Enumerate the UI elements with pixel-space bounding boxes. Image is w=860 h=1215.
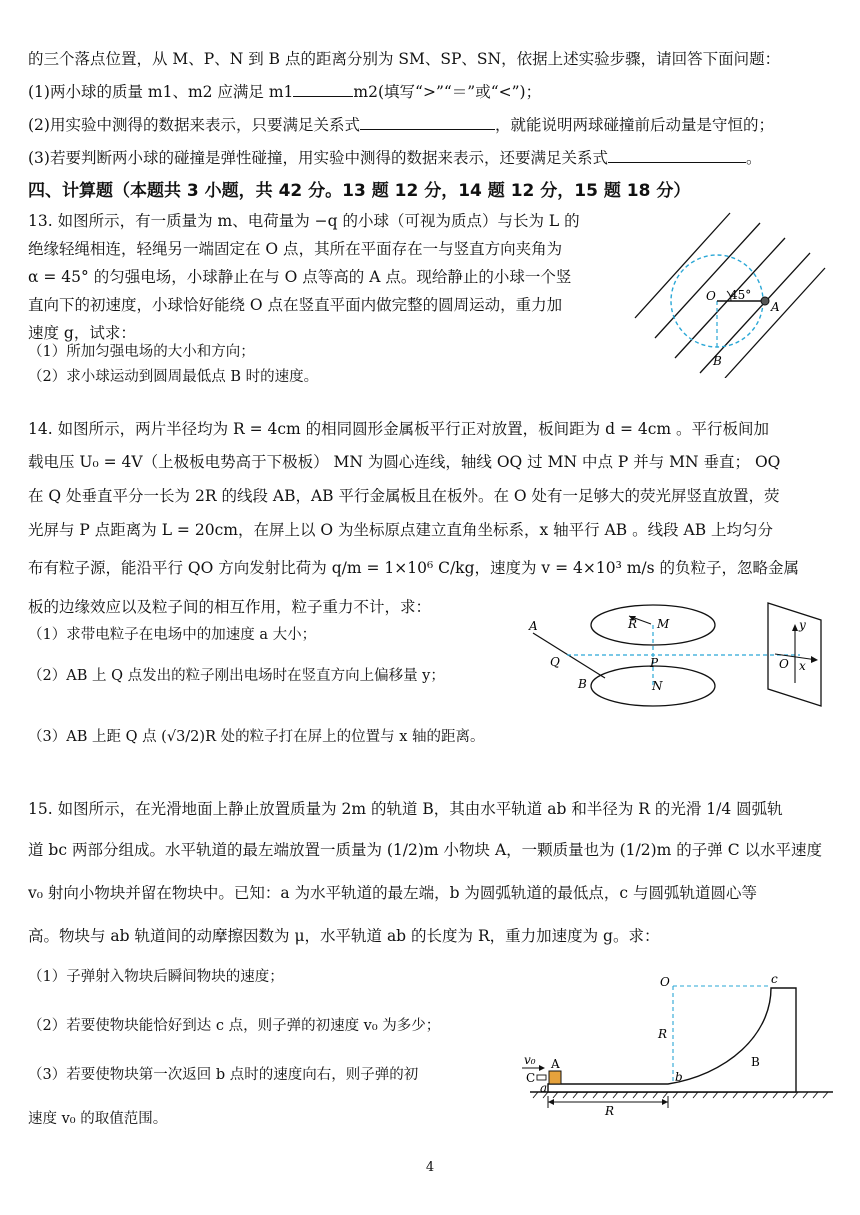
p15-subquestion: （3）若要使物块第一次返回 b 点时的速度向右，则子弹的初 [28,1067,419,1083]
label-m: M [657,617,670,631]
p13-line: α = 45° 的匀强电场，小球静止在与 O 点等高的 A 点。现给静止的小球一个竖 [28,268,572,286]
p15-figure [508,972,838,1118]
label-a: A [771,300,780,314]
p15-line: 高。物块与 ab 轨道间的动摩擦因数为 μ，水平轨道 ab 的长度为 R，重力加速度为 g。求： [28,927,660,945]
label-y: y [799,618,806,632]
label-x: x [799,659,806,673]
label-o: O [779,657,789,671]
p13-subquestion: （2）求小球运动到圆周最低点 B 时的速度。 [28,369,319,385]
p15-line: v₀ 射向小物块并留在物块中。已知：a 为水平轨道的最左端，b 为圆弧轨道的最低点，c 与圆弧轨道圆心等 [28,884,758,902]
p13-line: 绝缘轻绳相连，轻绳另一端固定在 O 点，其所在平面存在一与竖直方向夹角为 [28,240,563,258]
label-b-point: b [675,1070,683,1084]
question-3: (3)若要判断两小球的碰撞是弹性碰撞，用实验中测得的数据来表示，还要满足关系式 。 [28,149,762,167]
arrow-head [539,1065,545,1071]
label-o: O [660,975,670,989]
answer-blank[interactable] [293,81,353,97]
p14-subquestion: （3）AB 上距 Q 点 (√3/2)R 处的粒子打在屏上的位置与 x 轴的距离。 [28,729,485,745]
track-b [548,988,796,1092]
p14-subquestion: （1）求带电粒子在电场中的加速度 a 大小； [28,627,317,643]
label-r-vertical: R [658,1027,668,1041]
label-o: O [706,289,716,303]
p13-subquestion: （1）所加匀强电场的大小和方向； [28,344,255,360]
label-q: Q [550,655,560,669]
arrow-head [548,1099,554,1105]
label-n: N [652,679,663,693]
p14-line: 光屏与 P 点距离为 L = 20cm，在屏上以 O 为坐标原点建立直角坐标系，x 轴平行 AB 。线段 AB 上均匀分 [28,521,774,539]
p13-line: 速度 g，试求： [28,324,136,342]
answer-blank[interactable] [608,147,746,163]
text-line: 的三个落点位置，从 M、P、N 到 B 点的距离分别为 SM、SP、SN，依据上述实验步骤，请回答下面问题： [28,50,781,68]
p15-line: 道 bc 两部分组成。水平轨道的最左端放置一质量为 (1/2)m 小物块 A，一颗质量也为 (1/2)m 的子弹 C 以水平速度 [28,841,822,859]
label-v0: v₀ [524,1053,536,1067]
label-r: R [628,617,638,631]
answer-blank[interactable] [360,114,495,130]
label-a: A [529,619,538,633]
question-1: (1)两小球的质量 m1、m2 应满足 m1 m2(填写“>”“＝”或“<”)； [28,83,542,101]
p15-subquestion: （1）子弹射入物块后瞬间物块的速度； [28,969,284,985]
field-line [655,223,760,338]
arrow-head [811,656,818,663]
p14-line: 布有粒子源，能沿平行 QO 方向发射比荷为 q/m = 1×10⁶ C/kg，速度为 v = 4×10³ m/s 的负粒子，忽略金属 [28,559,800,577]
p14-line: 板的边缘效应以及粒子间的相互作用，粒子重力不计，求： [28,598,432,616]
p14-line: 14. 如图所示，两片半径均为 R = 4cm 的相同圆形金属板平行正对放置，板间距为 d = 4cm 。平行板间加 [28,420,770,438]
p14-figure [525,598,840,710]
label-b: B [578,677,587,691]
section-heading: 四、计算题（本题共 3 小题，共 42 分。13 题 12 分，14 题 12 分，15 题 18 分） [28,181,691,201]
label-c: c [771,972,778,986]
question-2: (2)用实验中测得的数据来表示，只要满足关系式 ，就能说明两球碰撞前后动量是守恒的； [28,116,774,134]
ground-hatch [533,1092,828,1098]
p15-subquestion: 速度 v₀ 的取值范围。 [28,1111,168,1127]
page-number: 4 [425,1160,435,1175]
p15-line: 15. 如图所示，在光滑地面上静止放置质量为 2m 的轨道 B，其由水平轨道 ab 和半径为 R 的光滑 1/4 圆弧轨 [28,800,783,818]
p13-line: 直向下的初速度，小球恰好能绕 O 点在竖直平面内做完整的圆周运动，重力加 [28,296,563,314]
field-line [725,268,825,378]
p13-line: 13. 如图所示，有一质量为 m、电荷量为 −q 的小球（可视为质点）与长为 L 的 [28,212,580,230]
arrow-head [662,1099,668,1105]
label-a-point: a [540,1081,548,1095]
label-track-b: B [751,1055,760,1069]
label-r-horizontal: R [605,1104,615,1118]
ball [761,297,769,305]
p14-line: 载电压 U₀ = 4V（上极板电势高于下极板） MN 为圆心连线，轴线 OQ 过 MN 中点 P 并与 MN 垂直； OQ [28,453,781,471]
label-b: B [713,354,722,368]
label-angle: 45° [730,288,752,302]
p13-figure [620,208,830,378]
label-p: P [650,656,659,670]
p14-subquestion: （2）AB 上 Q 点发出的粒子刚出电场时在竖直方向上偏移量 y； [28,668,445,684]
block-a [549,1071,561,1084]
p15-subquestion: （2）若要使物块能恰好到达 c 点，则子弹的初速度 v₀ 为多少； [28,1018,441,1034]
label-bullet-c: C [526,1071,536,1085]
bullet-c [537,1075,546,1080]
p14-line: 在 Q 处垂直平分一长为 2R 的线段 AB，AB 平行金属板且在板外。在 O 处有一足够大的荧光屏竖直放置，荧 [28,487,780,505]
arrow-head [792,624,798,631]
label-block-a: A [551,1057,560,1071]
